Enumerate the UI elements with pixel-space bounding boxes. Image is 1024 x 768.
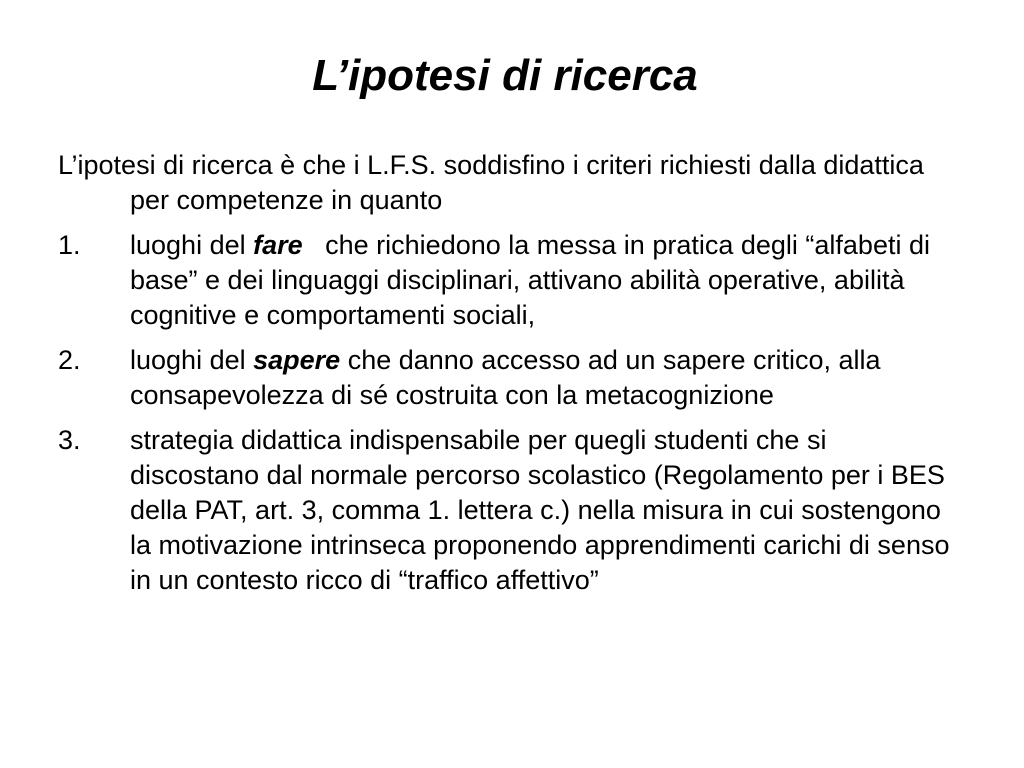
list-item-number: 3. <box>58 425 81 455</box>
list-item-keyword: fare <box>253 230 303 260</box>
list-item-number: 1. <box>58 230 81 260</box>
list-item-number: 2. <box>58 345 81 375</box>
list-item-text: strategia didattica indispensabile per quegli studenti che si discostano dal normale percorso scolastico (Regolamento per i BES della PAT, art. 3, comma 1. lettera c.) nella misura in cui sostengono la motivazione intrinseca proponendo apprendimenti carichi di senso in un contesto ricco di “traffico affettivo” <box>130 425 950 595</box>
list-item-lead: luoghi del <box>130 230 254 260</box>
list-item <box>58 228 958 333</box>
list-item <box>58 343 958 413</box>
list-item-text: che richiedono la messa in pratica degli “alfabeti di base” e dei linguaggi disciplinari, attivano abilità operative, abilità cognitive e comportamenti sociali, <box>130 230 938 330</box>
slide-title: L’ipotesi di ricerca <box>312 51 698 100</box>
list-item-lead: luoghi del <box>130 345 254 375</box>
hypothesis-list <box>58 228 958 598</box>
list-item-keyword: sapere <box>253 345 341 375</box>
list-item <box>58 423 958 598</box>
intro-paragraph: L’ipotesi di ricerca è che i L.F.S. soddisfino i criteri richiesti dalla didattica per competenze in quanto <box>58 150 924 215</box>
slide-body <box>58 148 958 608</box>
list-item-text: che danno accesso ad un sapere critico, alla consapevolezza di sé costruita con la metacognizione <box>130 345 881 410</box>
